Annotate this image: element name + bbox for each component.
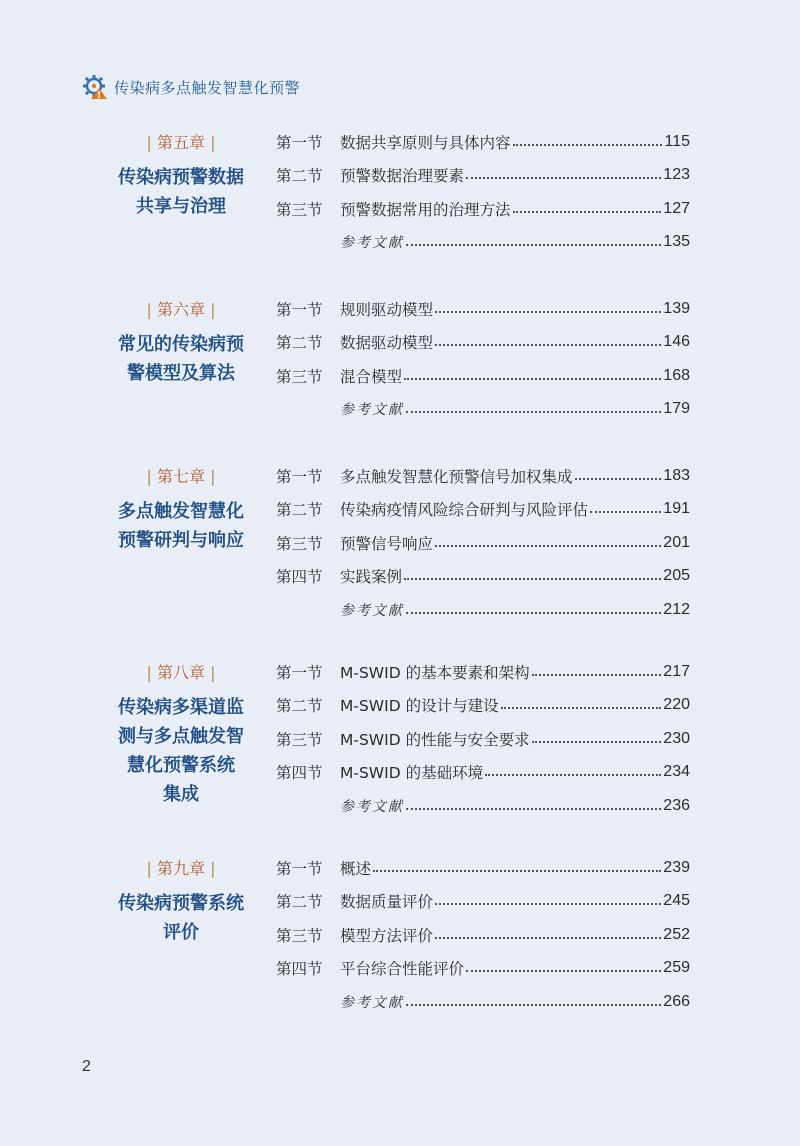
dot-leader (435, 344, 661, 346)
dot-leader (501, 707, 662, 709)
entry-page-number: 236 (663, 796, 690, 814)
entry-page-number: 135 (663, 233, 690, 251)
entry-page-number: 179 (663, 400, 690, 418)
dot-leader (466, 970, 661, 972)
entry-page-number: 168 (663, 366, 690, 384)
chapter-heading (108, 133, 254, 221)
entry-page-number: 115 (664, 132, 690, 150)
running-header (82, 74, 300, 100)
entry-title: 多点触发智慧化预警信号加权集成 (340, 467, 573, 486)
references-entry[interactable] (276, 985, 690, 1019)
chapter-number: | 第九章 | (146, 859, 216, 878)
section-entry[interactable] (276, 159, 690, 193)
section-number: 第一节 (276, 300, 323, 319)
chapter-entries (276, 292, 690, 426)
chapter-heading (108, 300, 254, 388)
dot-leader (532, 741, 662, 743)
section-number: 第三节 (276, 730, 323, 749)
entry-page-number: 220 (663, 696, 690, 714)
section-entry[interactable] (276, 851, 690, 885)
chapter-entries (276, 125, 690, 259)
section-number: 第三节 (276, 926, 323, 945)
entry-title: 预警数据治理要素 (340, 167, 465, 186)
page-number: 2 (82, 1058, 91, 1075)
dot-leader (404, 378, 661, 380)
section-number: 第二节 (276, 697, 323, 716)
chapter-title: 传染病预警系统 评价 (118, 893, 244, 943)
entry-title: 数据驱动模型 (340, 334, 434, 353)
section-entry[interactable] (276, 655, 690, 689)
entry-page-number: 205 (663, 567, 690, 585)
entry-title: 概述 (340, 859, 372, 878)
dot-leader (406, 244, 661, 246)
section-entry[interactable] (276, 756, 690, 790)
dot-leader (435, 903, 661, 905)
section-number: 第四节 (276, 568, 323, 587)
chapter-heading (108, 859, 254, 947)
entry-title: 数据质量评价 (340, 893, 434, 912)
section-number: 第二节 (276, 167, 323, 186)
section-entry[interactable] (276, 689, 690, 723)
entry-page-number: 230 (663, 729, 690, 747)
section-number: 第三节 (276, 534, 323, 553)
entry-page-number: 252 (663, 925, 690, 943)
dot-leader (373, 870, 661, 872)
chapter-title: 传染病预警数据 共享与治理 (118, 167, 244, 217)
entry-title: M-SWID 的性能与安全要求 (340, 730, 530, 749)
dot-leader (406, 411, 661, 413)
entry-title: 参考文献 (340, 798, 404, 815)
section-number: 第三节 (276, 367, 323, 386)
entry-page-number: 266 (663, 992, 690, 1010)
dot-leader (575, 478, 662, 480)
entry-page-number: 245 (663, 892, 690, 910)
section-entry[interactable] (276, 493, 690, 527)
section-number: 第二节 (276, 334, 323, 353)
section-entry[interactable] (276, 952, 690, 986)
section-entry[interactable] (276, 885, 690, 919)
entry-title: 参考文献 (340, 602, 404, 619)
entry-page-number: 212 (663, 600, 690, 618)
references-entry[interactable] (276, 226, 690, 260)
chapter-number: | 第七章 | (146, 467, 216, 486)
entry-page-number: 146 (663, 333, 690, 351)
entry-title: M-SWID 的基本要素和架构 (340, 663, 530, 682)
entry-title: 数据共享原则与具体内容 (340, 133, 511, 152)
entry-title: 实践案例 (340, 568, 403, 587)
chapter-heading (108, 467, 254, 555)
dot-leader (485, 774, 661, 776)
entry-page-number: 201 (663, 533, 690, 551)
entry-title: 传染病疫情风险综合研判与风险评估 (340, 501, 589, 520)
entry-page-number: 234 (663, 763, 690, 781)
section-number: 第一节 (276, 467, 323, 486)
section-entry[interactable] (276, 526, 690, 560)
chapter-number: | 第八章 | (146, 663, 216, 682)
entry-title: 混合模型 (340, 367, 403, 386)
references-entry[interactable] (276, 393, 690, 427)
entry-page-number: 139 (663, 299, 690, 317)
references-entry[interactable] (276, 593, 690, 627)
section-number: 第三节 (276, 200, 323, 219)
section-entry[interactable] (276, 292, 690, 326)
section-number: 第一节 (276, 859, 323, 878)
dot-leader (406, 612, 661, 614)
entry-title: 模型方法评价 (340, 926, 434, 945)
chapter-entries (276, 851, 690, 1019)
section-entry[interactable] (276, 918, 690, 952)
dot-leader (404, 578, 661, 580)
entry-page-number: 183 (663, 466, 690, 484)
references-entry[interactable] (276, 789, 690, 823)
entry-title: 参考文献 (340, 994, 404, 1011)
section-entry[interactable] (276, 459, 690, 493)
section-entry[interactable] (276, 560, 690, 594)
chapter-title: 多点触发智慧化 预警研判与响应 (118, 501, 244, 551)
book-title: 传染病多点触发智慧化预警 (114, 78, 301, 97)
section-number: 第一节 (276, 663, 323, 682)
chapter-title: 传染病多渠道监 测与多点触发智 慧化预警系统 集成 (118, 697, 244, 805)
dot-leader (435, 311, 661, 313)
section-entry[interactable] (276, 722, 690, 756)
entry-title: 参考文献 (340, 402, 404, 419)
entry-page-number: 239 (663, 858, 690, 876)
entry-title: M-SWID 的基础环境 (340, 764, 484, 783)
entry-page-number: 259 (663, 959, 690, 977)
section-number: 第二节 (276, 893, 323, 912)
chapter-title: 常见的传染病预 警模型及算法 (118, 334, 244, 384)
gear-warning-logo-icon (82, 74, 108, 100)
entry-title: 平台综合性能评价 (340, 960, 465, 979)
entry-title: 规则驱动模型 (340, 300, 434, 319)
section-entry[interactable] (276, 125, 690, 159)
entry-page-number: 217 (663, 662, 690, 680)
chapter-heading (108, 663, 254, 809)
dot-leader (466, 177, 661, 179)
entry-title: M-SWID 的设计与建设 (340, 697, 499, 716)
dot-leader (435, 545, 661, 547)
section-number: 第四节 (276, 764, 323, 783)
chapter-number: | 第五章 | (146, 133, 216, 152)
chapter-number: | 第六章 | (146, 300, 216, 319)
entry-title: 预警数据常用的治理方法 (340, 200, 511, 219)
chapter-entries (276, 655, 690, 823)
entry-page-number: 191 (663, 500, 690, 518)
chapter-entries (276, 459, 690, 627)
dot-leader (590, 511, 661, 513)
section-entry[interactable] (276, 326, 690, 360)
dot-leader (435, 937, 661, 939)
entry-page-number: 127 (663, 199, 690, 217)
dot-leader (513, 211, 662, 213)
section-entry[interactable] (276, 359, 690, 393)
entry-page-number: 123 (663, 166, 690, 184)
entry-title: 预警信号响应 (340, 534, 434, 553)
section-entry[interactable] (276, 192, 690, 226)
section-number: 第一节 (276, 133, 323, 152)
section-number: 第四节 (276, 960, 323, 979)
dot-leader (406, 808, 661, 810)
entry-title: 参考文献 (340, 235, 404, 252)
dot-leader (406, 1004, 661, 1006)
dot-leader (532, 674, 662, 676)
section-number: 第二节 (276, 501, 323, 520)
dot-leader (513, 144, 663, 146)
